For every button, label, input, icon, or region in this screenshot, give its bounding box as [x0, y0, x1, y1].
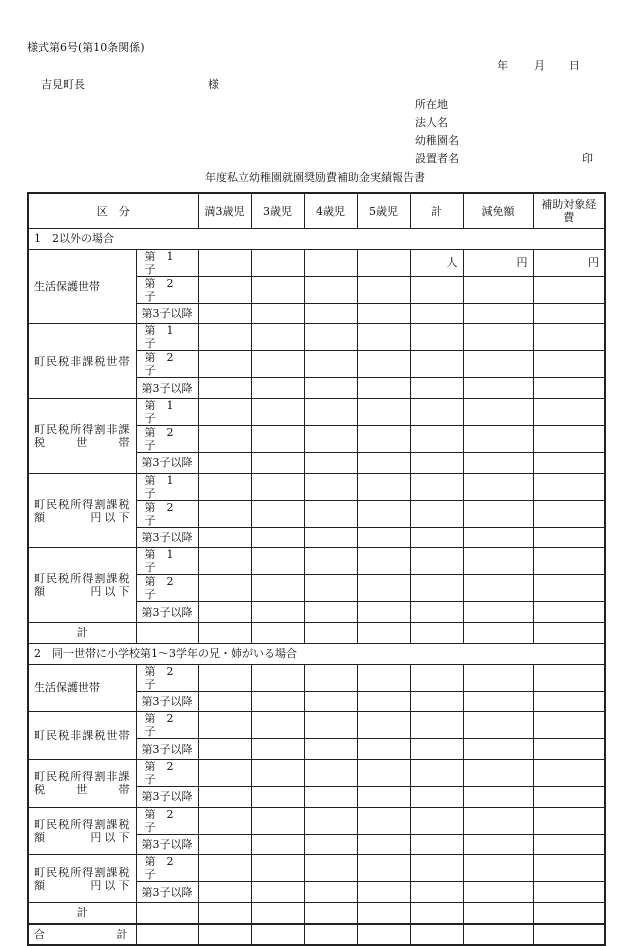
entry-cell [357, 855, 410, 882]
entry-cell [533, 882, 605, 903]
child-order: 第 2 子 [136, 351, 198, 378]
entry-cell [251, 500, 304, 527]
entry-cell [463, 303, 533, 324]
entry-cell [304, 527, 357, 548]
unit-yen: 円 [533, 249, 605, 276]
entry-cell [410, 691, 463, 712]
entry-cell [357, 249, 410, 276]
entry-cell [304, 426, 357, 453]
entry-cell [357, 324, 410, 351]
entry-cell [198, 378, 251, 399]
entry-cell [533, 759, 605, 786]
date-day: 日 [569, 59, 580, 72]
entry-cell [463, 786, 533, 807]
entry-cell [533, 739, 605, 760]
entry-cell [251, 691, 304, 712]
entry-cell [463, 902, 533, 923]
entry-cell [463, 759, 533, 786]
child-order: 第3子以降 [136, 527, 198, 548]
entry-cell [251, 324, 304, 351]
entry-cell [533, 548, 605, 575]
entry-cell [251, 882, 304, 903]
entry-cell [463, 834, 533, 855]
header-total: 計 [410, 193, 463, 229]
entry-cell [198, 902, 251, 923]
entry-cell [533, 527, 605, 548]
date-month: 月 [534, 59, 545, 72]
entry-cell [463, 882, 533, 903]
child-order: 第3子以降 [136, 882, 198, 903]
entry-cell [136, 902, 198, 923]
entry-cell [357, 426, 410, 453]
entry-cell [304, 575, 357, 602]
child-order: 第3子以降 [136, 834, 198, 855]
entry-cell [304, 924, 357, 946]
entry-cell [304, 548, 357, 575]
child-order: 第 2 子 [136, 575, 198, 602]
child-order: 第 2 子 [136, 855, 198, 882]
entry-cell [198, 249, 251, 276]
entry-cell [251, 473, 304, 500]
entry-cell [357, 834, 410, 855]
entry-cell [410, 924, 463, 946]
entry-cell [251, 276, 304, 303]
entry-cell [463, 473, 533, 500]
entry-cell [251, 249, 304, 276]
header-age5: 5歳児 [357, 193, 410, 229]
child-order: 第 1 子 [136, 548, 198, 575]
s1-group-label: 町民税所得割非課税世帯 [28, 399, 136, 474]
entry-cell [357, 882, 410, 903]
entry-cell [533, 453, 605, 474]
entry-cell [136, 924, 198, 946]
entry-cell [304, 786, 357, 807]
entry-cell [198, 623, 251, 644]
field-corporation: 法人名 [415, 116, 448, 129]
date-year: 年 [497, 59, 508, 72]
entry-cell [410, 527, 463, 548]
s1-group-label: 町民税所得割課税額 円以下 [28, 473, 136, 548]
entry-cell [463, 324, 533, 351]
s1-group-label: 生活保護世帯 [28, 249, 136, 324]
entry-cell [304, 399, 357, 426]
entry-cell [533, 602, 605, 623]
entry-cell [410, 664, 463, 691]
entry-cell [410, 324, 463, 351]
child-order: 第 2 子 [136, 712, 198, 739]
entry-cell [198, 834, 251, 855]
entry-cell [198, 602, 251, 623]
entry-cell [357, 807, 410, 834]
entry-cell [410, 786, 463, 807]
entry-cell [251, 807, 304, 834]
entry-cell [304, 739, 357, 760]
entry-cell [410, 882, 463, 903]
header-subsidy: 補助対象経費 [533, 193, 605, 229]
header-row [28, 193, 605, 229]
entry-cell [304, 882, 357, 903]
entry-cell [533, 664, 605, 691]
entry-cell [357, 527, 410, 548]
entry-cell [357, 351, 410, 378]
entry-cell [198, 786, 251, 807]
header-category: 区 分 [28, 193, 198, 229]
entry-cell [410, 453, 463, 474]
entry-cell [304, 473, 357, 500]
entry-cell [533, 691, 605, 712]
s2-group-label: 生活保護世帯 [28, 664, 136, 712]
entry-cell [304, 249, 357, 276]
entry-cell [533, 575, 605, 602]
addressee: 吉見町長 [41, 78, 85, 91]
entry-cell [304, 712, 357, 739]
entry-cell [463, 924, 533, 946]
entry-cell [410, 855, 463, 882]
entry-cell [410, 426, 463, 453]
section1-title: 1 2以外の場合 [28, 229, 605, 250]
entry-cell [304, 691, 357, 712]
entry-cell [198, 527, 251, 548]
entry-cell [198, 712, 251, 739]
entry-cell [533, 712, 605, 739]
entry-cell [304, 759, 357, 786]
entry-cell [357, 276, 410, 303]
entry-cell [198, 303, 251, 324]
entry-cell [357, 759, 410, 786]
entry-cell [304, 807, 357, 834]
entry-cell [463, 602, 533, 623]
entry-cell [198, 399, 251, 426]
entry-cell [463, 527, 533, 548]
entry-cell [463, 453, 533, 474]
entry-cell [304, 324, 357, 351]
entry-cell [410, 902, 463, 923]
entry-cell [410, 575, 463, 602]
field-address: 所在地 [415, 98, 448, 111]
entry-cell [533, 500, 605, 527]
s2-subtotal-label: 計 [28, 902, 136, 923]
entry-cell [251, 453, 304, 474]
entry-cell [357, 378, 410, 399]
document-title: 年度私立幼稚園就園奨励費補助金実績報告書 [205, 171, 425, 184]
entry-cell [304, 453, 357, 474]
unit-yen: 円 [463, 249, 533, 276]
entry-cell [251, 548, 304, 575]
seal-mark: 印 [582, 152, 593, 165]
header-age3-full: 満3歳児 [198, 193, 251, 229]
entry-cell [357, 399, 410, 426]
entry-cell [533, 324, 605, 351]
entry-cell [198, 759, 251, 786]
child-order: 第 1 子 [136, 399, 198, 426]
entry-cell [251, 739, 304, 760]
entry-cell [198, 548, 251, 575]
s1-group-label: 町民税所得割課税額 円以下 [28, 548, 136, 623]
entry-cell [304, 500, 357, 527]
entry-cell [304, 276, 357, 303]
entry-cell [357, 453, 410, 474]
entry-cell [533, 786, 605, 807]
entry-cell [304, 303, 357, 324]
entry-cell [410, 807, 463, 834]
entry-cell [198, 882, 251, 903]
entry-cell [410, 834, 463, 855]
entry-cell [463, 664, 533, 691]
entry-cell [251, 575, 304, 602]
entry-cell [463, 623, 533, 644]
child-order: 第3子以降 [136, 378, 198, 399]
entry-cell [251, 924, 304, 946]
entry-cell [410, 712, 463, 739]
child-order: 第 2 子 [136, 426, 198, 453]
entry-cell [410, 602, 463, 623]
header-age3: 3歳児 [251, 193, 304, 229]
child-order: 第3子以降 [136, 602, 198, 623]
entry-cell [357, 691, 410, 712]
report-table [27, 192, 606, 946]
entry-cell [198, 664, 251, 691]
entry-cell [304, 623, 357, 644]
entry-cell [304, 351, 357, 378]
field-founder: 設置者名 [415, 152, 459, 165]
child-order: 第 1 子 [136, 249, 198, 276]
entry-cell [304, 602, 357, 623]
entry-cell [533, 399, 605, 426]
grand-total-label: 合 計 [28, 924, 136, 946]
entry-cell [410, 759, 463, 786]
child-order: 第3子以降 [136, 691, 198, 712]
entry-cell [304, 378, 357, 399]
unit-people: 人 [410, 249, 463, 276]
entry-cell [533, 855, 605, 882]
entry-cell [357, 473, 410, 500]
entry-cell [198, 351, 251, 378]
entry-cell [357, 664, 410, 691]
entry-cell [251, 759, 304, 786]
honorific: 様 [208, 78, 219, 91]
entry-cell [357, 303, 410, 324]
child-order: 第 2 子 [136, 759, 198, 786]
entry-cell [198, 575, 251, 602]
entry-cell [410, 378, 463, 399]
field-kindergarten: 幼稚園名 [415, 134, 459, 147]
entry-cell [251, 712, 304, 739]
entry-cell [463, 399, 533, 426]
entry-cell [251, 399, 304, 426]
entry-cell [198, 739, 251, 760]
entry-cell [463, 855, 533, 882]
entry-cell [198, 324, 251, 351]
entry-cell [463, 500, 533, 527]
child-order: 第 2 子 [136, 807, 198, 834]
s2-group-label: 町民税所得割課税額 円以下 [28, 807, 136, 855]
child-order: 第3子以降 [136, 453, 198, 474]
entry-cell [463, 739, 533, 760]
entry-cell [357, 924, 410, 946]
child-order: 第 1 子 [136, 324, 198, 351]
entry-cell [533, 807, 605, 834]
entry-cell [533, 303, 605, 324]
entry-cell [136, 623, 198, 644]
entry-cell [357, 575, 410, 602]
entry-cell [463, 807, 533, 834]
entry-cell [410, 351, 463, 378]
entry-cell [533, 834, 605, 855]
child-order: 第 2 子 [136, 500, 198, 527]
entry-cell [198, 276, 251, 303]
entry-cell [198, 924, 251, 946]
entry-cell [198, 426, 251, 453]
entry-cell [410, 399, 463, 426]
entry-cell [251, 834, 304, 855]
s1-group-label: 町民税非課税世帯 [28, 324, 136, 399]
entry-cell [357, 786, 410, 807]
entry-cell [357, 712, 410, 739]
entry-cell [251, 902, 304, 923]
entry-cell [410, 276, 463, 303]
entry-cell [198, 473, 251, 500]
entry-cell [304, 664, 357, 691]
section2-title: 2 同一世帯に小学校第1～3学年の兄・姉がいる場合 [28, 643, 605, 664]
entry-cell [463, 691, 533, 712]
entry-cell [463, 426, 533, 453]
entry-cell [533, 276, 605, 303]
entry-cell [251, 527, 304, 548]
s1-subtotal-label: 計 [28, 623, 136, 644]
entry-cell [463, 276, 533, 303]
entry-cell [357, 623, 410, 644]
child-order: 第3子以降 [136, 786, 198, 807]
entry-cell [533, 473, 605, 500]
s2-group-label: 町民税所得割課税額 円以下 [28, 855, 136, 903]
entry-cell [198, 855, 251, 882]
child-order: 第 2 子 [136, 664, 198, 691]
entry-cell [251, 303, 304, 324]
s2-group-label: 町民税所得割非課税世帯 [28, 759, 136, 807]
entry-cell [251, 855, 304, 882]
entry-cell [533, 924, 605, 946]
entry-cell [251, 602, 304, 623]
entry-cell [357, 739, 410, 760]
entry-cell [533, 426, 605, 453]
entry-cell [463, 548, 533, 575]
entry-cell [304, 834, 357, 855]
entry-cell [251, 786, 304, 807]
entry-cell [357, 500, 410, 527]
entry-cell [533, 623, 605, 644]
entry-cell [410, 500, 463, 527]
entry-cell [463, 351, 533, 378]
entry-cell [533, 351, 605, 378]
entry-cell [251, 378, 304, 399]
entry-cell [357, 902, 410, 923]
entry-cell [251, 623, 304, 644]
form-number: 様式第6号(第10条関係) [27, 41, 145, 54]
entry-cell [410, 473, 463, 500]
entry-cell [357, 602, 410, 623]
child-order: 第3子以降 [136, 303, 198, 324]
entry-cell [410, 548, 463, 575]
child-order: 第3子以降 [136, 739, 198, 760]
entry-cell [198, 807, 251, 834]
entry-cell [357, 548, 410, 575]
entry-cell [410, 739, 463, 760]
entry-cell [463, 575, 533, 602]
entry-cell [198, 453, 251, 474]
child-order: 第 2 子 [136, 276, 198, 303]
entry-cell [251, 426, 304, 453]
entry-cell [251, 664, 304, 691]
entry-cell [463, 378, 533, 399]
entry-cell [533, 902, 605, 923]
entry-cell [251, 351, 304, 378]
entry-cell [304, 902, 357, 923]
child-order: 第 1 子 [136, 473, 198, 500]
entry-cell [533, 378, 605, 399]
entry-cell [198, 691, 251, 712]
entry-cell [410, 303, 463, 324]
entry-cell [463, 712, 533, 739]
entry-cell [410, 623, 463, 644]
s2-group-label: 町民税非課税世帯 [28, 712, 136, 760]
header-age4: 4歳児 [304, 193, 357, 229]
header-reduction: 減免額 [463, 193, 533, 229]
entry-cell [198, 500, 251, 527]
entry-cell [304, 855, 357, 882]
